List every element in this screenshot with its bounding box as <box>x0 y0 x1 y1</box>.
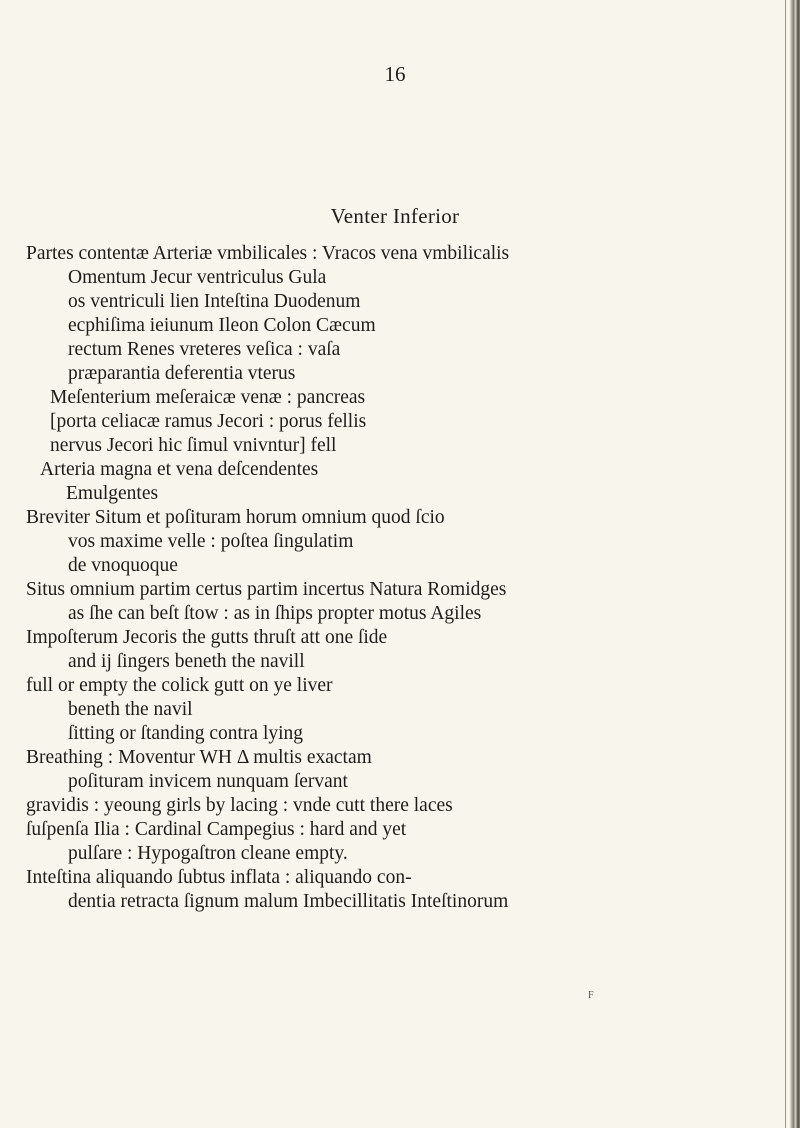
text-line: ecphiſima ieiunum Ileon Colon Cæcum <box>68 315 376 336</box>
text-line: Partes contentæ Arteriæ vmbilicales : Vracos vena vmbilicalis <box>26 243 510 264</box>
text-line: Meſenterium meſeraicæ venæ : pancreas <box>50 387 366 408</box>
text-line: Emulgentes <box>66 483 159 504</box>
text-line: dentia retracta ſignum malum Imbecillitatis Inteſtinorum <box>68 891 509 912</box>
text-line: præparantia deferentia vterus <box>68 363 296 384</box>
text-line: beneth the navil <box>68 699 193 720</box>
text-line: Arteria magna et vena deſcendentes <box>40 459 319 480</box>
text-line: Situs omnium partim certus partim incertus Natura Romidges <box>26 579 507 600</box>
page-edge-line <box>785 0 786 1128</box>
text-line: [porta celiacæ ramus Jecori : porus fellis <box>50 411 367 432</box>
text-line: Omentum Jecur ventriculus Gula <box>68 267 327 288</box>
text-line: ſitting or ſtanding contra lying <box>68 723 304 744</box>
text-line: pulſare : Hypogaſtron cleane empty. <box>68 843 348 864</box>
text-line: ſuſpenſa Ilia : Cardinal Campegius : hard and yet <box>26 819 407 840</box>
text-line: gravidis : yeoung girls by lacing : vnde cutt there laces <box>26 795 453 816</box>
text-line: rectum Renes vreteres veſica : vaſa <box>68 339 341 360</box>
section-heading: Venter Inferior <box>330 204 460 228</box>
text-line: Impoſterum Jecoris the gutts thruſt att one ſide <box>26 627 388 648</box>
text-line: Inteſtina aliquando ſubtus inflata : aliquando con- <box>26 867 412 888</box>
text-line: os ventriculi lien Inteſtina Duodenum <box>68 291 361 312</box>
page-number: 16 <box>384 62 406 86</box>
text-line: and ij ſingers beneth the navill <box>68 651 305 672</box>
text-line: nervus Jecori hic ſimul vnivntur] fell <box>50 435 337 456</box>
text-line: vos maxime velle : poſtea ſingulatim <box>68 531 354 552</box>
text-line: Breviter Situm et poſituram horum omnium quod ſcio <box>26 507 445 528</box>
text-line: Breathing : Moventur WH Δ multis exactam <box>26 747 372 768</box>
footer-mark: F <box>588 990 594 1001</box>
text-line: de vnoquoque <box>68 555 178 576</box>
text-line: full or empty the colick gutt on ye liver <box>26 675 333 696</box>
text-line: as ſhe can beſt ſtow : as in ſhips propter motus Agiles <box>68 603 482 624</box>
book-spine-edge <box>790 0 800 1128</box>
text-line: poſituram invicem nunquam ſervant <box>68 771 348 792</box>
